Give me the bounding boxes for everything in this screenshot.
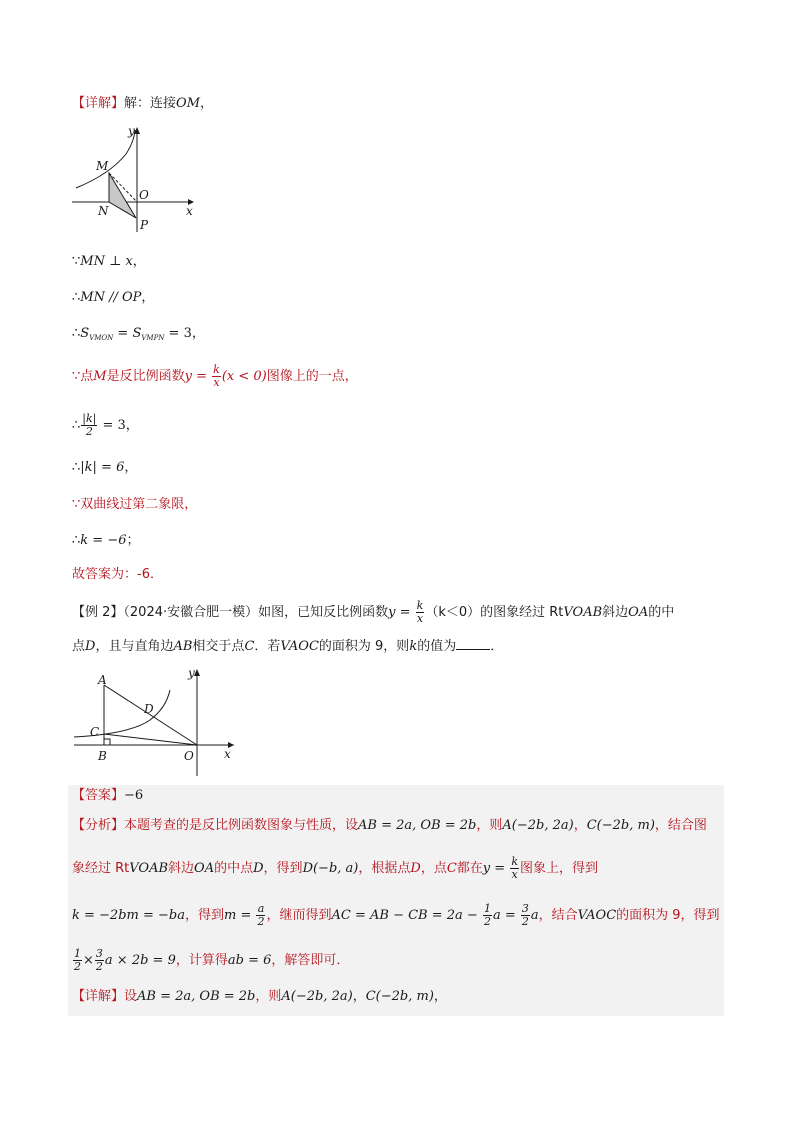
text: ，计算得 (175, 953, 228, 968)
text: 的面积为 9，则 (318, 639, 410, 654)
point-c-coords: C(−2b, m) (586, 818, 655, 833)
numerator: 3 (521, 902, 529, 915)
analysis-line-3 (72, 903, 720, 928)
step-6-math: |k| = 6 (80, 460, 125, 475)
therefore-symbol: ∴ (72, 418, 81, 433)
function-y: y = (388, 605, 415, 620)
numerator: k (511, 855, 518, 868)
step-4 (72, 364, 358, 389)
denominator: 2 (483, 915, 491, 928)
text: 是反比例函数 (106, 369, 185, 384)
example-text: （2024·安徽合肥一模）如图，已知反比例函数 (123, 605, 389, 620)
math: AB = 2a, OB = 2b (358, 818, 477, 833)
label-c: C (90, 725, 100, 739)
step-2 (72, 289, 154, 307)
detail-tag: 【详解】 (72, 989, 125, 1004)
analysis-tag: 【分析】 (72, 818, 125, 833)
text: 的面积为 9，得到 (616, 908, 720, 923)
text: ，得到 (263, 861, 303, 876)
text: 斜边 (168, 861, 195, 876)
point-c: C (446, 861, 457, 876)
point-d: D (85, 639, 96, 654)
point-a-coords: A(−2b, 2a) (281, 989, 353, 1004)
math: k = −2bm = −ba (72, 908, 185, 923)
punct: ， (124, 460, 138, 475)
numerator: a (257, 902, 265, 915)
answer-statement (72, 566, 163, 584)
therefore-symbol: ∴ (72, 326, 81, 341)
text: ．若 (254, 639, 281, 654)
step-1 (72, 253, 146, 271)
label-y: y (188, 666, 195, 680)
text: 的值为 (417, 639, 457, 654)
text: ，结合图 (654, 818, 707, 833)
segment-om: OM (176, 96, 200, 111)
text: 象经过 Rt (72, 861, 130, 876)
label-y: y (128, 124, 135, 138)
math: a × 2b = 9 (104, 953, 176, 968)
example-tag: 【例 2】 (72, 605, 124, 620)
therefore-symbol: ∴ (72, 533, 81, 548)
right-angle-mark (104, 739, 110, 745)
point-c: C (244, 639, 255, 654)
text: 斜边 (602, 605, 629, 620)
analysis-line-4 (72, 948, 349, 973)
answer-value: −6 (124, 788, 144, 803)
y-axis-arrow (194, 669, 200, 676)
fraction-a-over-2 (256, 903, 265, 928)
equals: = (113, 326, 133, 341)
triangle-oab: VOAB (129, 861, 169, 876)
text: ，则 (476, 818, 503, 833)
text: ，结合 (538, 908, 578, 923)
segment-oa: OA (628, 605, 649, 620)
text: 的中 (648, 605, 675, 620)
step-5-end: = 3， (98, 418, 139, 433)
text: 本题考查的是反比例函数图象与性质，设 (124, 818, 359, 833)
label-o: O (139, 188, 149, 202)
fraction-3-over-2 (95, 948, 104, 973)
segment-oa: OA (194, 861, 215, 876)
text: 都在 (456, 861, 483, 876)
label-d: D (144, 702, 154, 716)
answer-line (72, 787, 143, 805)
text: 设 (124, 989, 138, 1004)
detail-heading (72, 95, 213, 113)
denominator: x (213, 376, 220, 389)
label-b: B (98, 749, 107, 763)
triangle-oab: VOAB (563, 605, 603, 620)
text: 图像上的一点， (266, 369, 358, 384)
example-2-line-1 (72, 600, 674, 625)
point-m: M (93, 369, 107, 384)
text: 相交于点 (192, 639, 245, 654)
math: a (530, 908, 539, 923)
answer-text: 故答案为：-6． (72, 567, 163, 582)
triangle-mpn (109, 173, 136, 218)
label-x: x (186, 204, 193, 218)
fraction-k-over-x (212, 364, 221, 389)
fraction-abs-k-over-2 (81, 413, 97, 438)
condition-text: （k＜0）的图象经过 Rt (425, 605, 564, 620)
triangle-aoc: VAOC (280, 639, 319, 654)
because-symbol: ∵ (72, 497, 81, 512)
step-2-math: MN // OP (80, 290, 142, 305)
punct: ， (573, 818, 587, 833)
text: ，则 (255, 989, 282, 1004)
denominator: x (511, 868, 518, 881)
point-d-coords: D(−b, a) (302, 861, 359, 876)
point-a-coords: A(−2b, 2a) (502, 818, 574, 833)
step-7 (72, 496, 197, 514)
punct: ， (433, 989, 447, 1004)
point-c-coords: C(−2b, m) (365, 989, 434, 1004)
answer-blank[interactable] (456, 637, 490, 650)
label-x: x (224, 747, 231, 761)
denominator: 2 (95, 960, 103, 973)
punct: ， (200, 96, 214, 111)
detail-text: 解：连接 (124, 96, 177, 111)
denominator: 2 (521, 915, 529, 928)
text: 的中点 (214, 861, 254, 876)
text: ，继而得到 (266, 908, 332, 923)
step-1-math: MN ⊥ x (80, 254, 133, 269)
math: AB = 2a, OB = 2b (137, 989, 256, 1004)
punct: ． (490, 639, 504, 654)
label-p: P (140, 218, 149, 232)
area-symbol: S (132, 326, 142, 341)
function-y: y = (184, 369, 212, 384)
math: a = (492, 908, 520, 923)
text: 点 (80, 369, 94, 384)
area-subscript: VMPN (141, 334, 165, 342)
punct: ， (141, 290, 155, 305)
fraction-1-over-2 (483, 903, 492, 928)
math: m = (224, 908, 256, 923)
answer-tag: 【答案】 (72, 788, 125, 803)
step-5 (72, 413, 139, 438)
numerator: 1 (74, 947, 81, 960)
text: ，得到 (184, 908, 224, 923)
because-symbol: ∵ (72, 369, 81, 384)
text: ，点 (420, 861, 447, 876)
therefore-symbol: ∴ (72, 290, 81, 305)
example-2-line-2 (72, 637, 503, 656)
therefore-symbol: ∴ (72, 460, 81, 475)
step-7-text: 双曲线过第二象限， (80, 497, 198, 512)
punct: ， (352, 989, 366, 1004)
numerator: 3 (95, 947, 103, 960)
numerator: |k| (82, 412, 97, 425)
domain-condition: (x < 0) (221, 369, 267, 384)
fraction-k-over-x (416, 600, 425, 625)
math: AC = AB − CB = 2a − (331, 908, 482, 923)
point-d: D (410, 861, 421, 876)
text: ，解答即可． (271, 953, 350, 968)
area-symbol: S (80, 326, 90, 341)
analysis-line-2 (72, 856, 598, 881)
fraction-1-over-2 (73, 948, 82, 973)
fraction-k-over-x (510, 856, 519, 881)
punct: ， (132, 254, 146, 269)
because-symbol: ∵ (72, 254, 81, 269)
triangle-aoc: VAOC (577, 908, 617, 923)
function-y: y = (482, 861, 510, 876)
step-6 (72, 459, 137, 477)
denominator: 2 (85, 425, 93, 438)
figure-2 (70, 662, 240, 780)
denominator: x (416, 612, 424, 625)
numerator: 1 (483, 902, 491, 915)
step-3-end: = 3， (164, 326, 205, 341)
label-o: O (184, 749, 194, 763)
numerator: k (213, 363, 220, 376)
text: ，根据点 (358, 861, 411, 876)
text: ，且与直角边 (95, 639, 174, 654)
text: 点 (72, 639, 86, 654)
text: 图象上，得到 (519, 861, 598, 876)
fraction-3-over-2 (521, 903, 530, 928)
label-m: M (96, 159, 109, 173)
figure-1 (70, 122, 200, 232)
step-3 (72, 325, 205, 347)
math: ab = 6 (227, 953, 272, 968)
point-d: D (253, 861, 264, 876)
detail-tag: 【详解】 (72, 96, 125, 111)
segment-ab: AB (173, 639, 193, 654)
numerator: k (416, 599, 424, 612)
analysis-line-1 (72, 817, 707, 835)
area-subscript: VMON (89, 334, 114, 342)
step-8 (72, 532, 140, 550)
variable-k: k (409, 639, 418, 654)
times: × (83, 953, 94, 968)
punct: ； (126, 533, 140, 548)
denominator: 2 (257, 915, 265, 928)
label-n: N (98, 204, 109, 218)
denominator: 2 (74, 960, 81, 973)
label-a: A (98, 673, 107, 687)
detail-2-line (72, 988, 447, 1006)
step-8-math: k = −6 (80, 533, 127, 548)
